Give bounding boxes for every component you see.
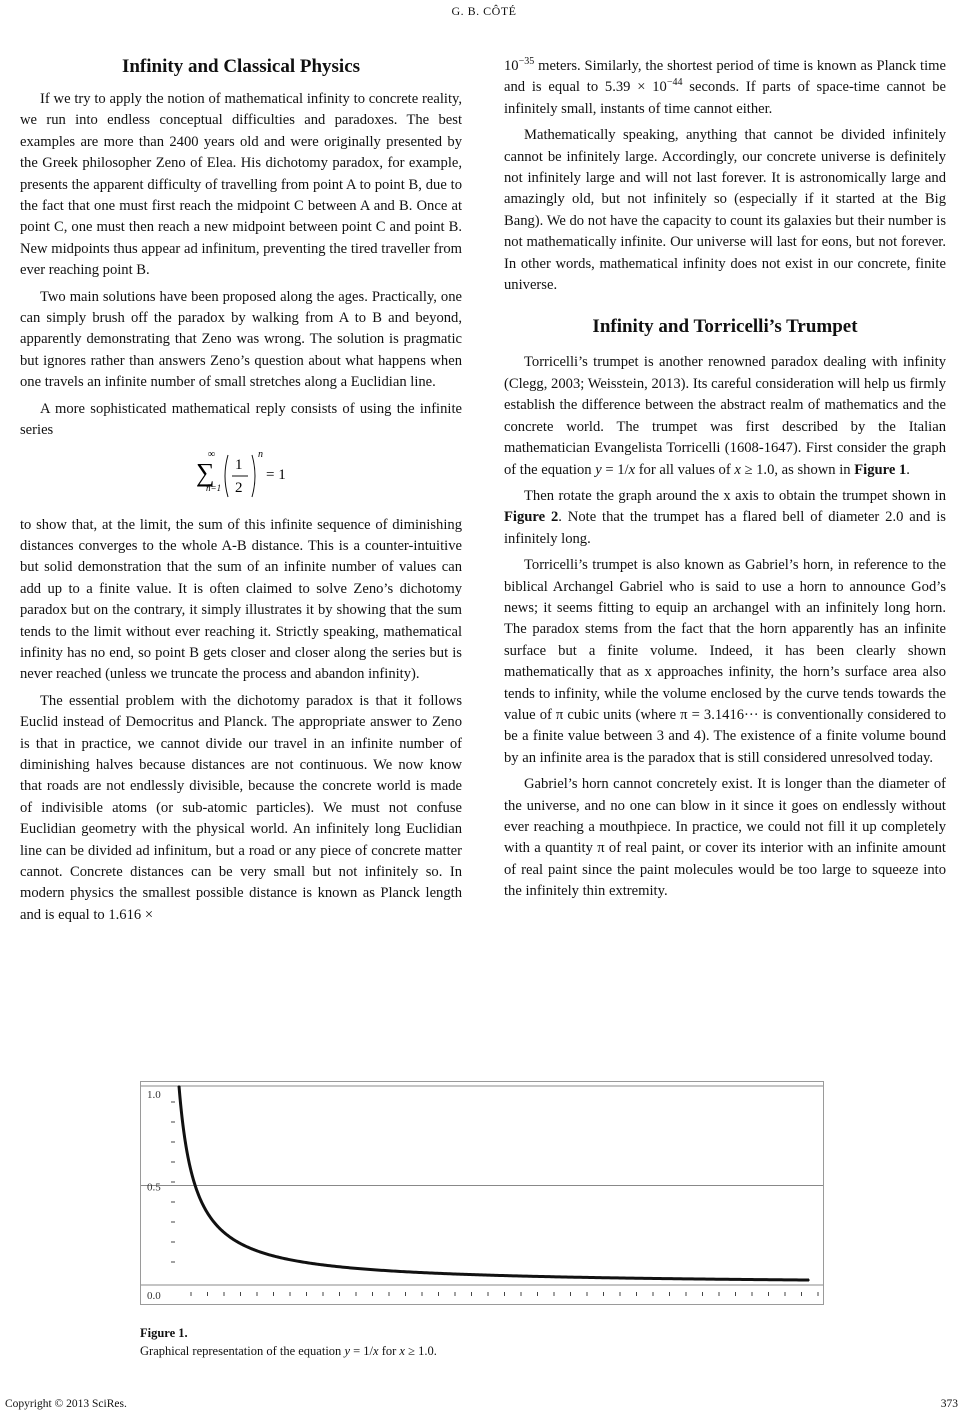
- paragraph: Mathematically speaking, anything that cannot be divided infinitely cannot be infinitely large. Accordingly, our concrete universe is definitely not infinitely large and will not last forever. It is astronomically large and amazingly old, but not infinitely so (especially if it started at the Big Bang). We do not have the capacity to count its galaxies but their number is not mathematically infinite. Our universe will last for eons, but not forever. In other words, mathematical infinity does not exist in our concrete, finite universe.: [504, 127, 946, 294]
- math-var: x: [373, 1344, 379, 1358]
- exponent: n: [258, 448, 263, 460]
- paragraph: The essential problem with the dichotomy paradox is that it follows Euclid instead of Democritus and Planck. The appropriate answer to Zeno is that in practice, we cannot divide our travel in an infinite number of diminishing halves because distances are not continuous. We now know that roads are not endlessly divisible, because the concrete world is made of indivisible atoms (or sub-atomic particles). We must not confuse Euclidian geometry with the physical world. An infinitely long Euclidian line can be divided ad infinitum, but a road or any piece of concrete matter cannot. Concrete distances can be very small but not infinitely so. In modern physics the smallest possible distance is known as Planck length and is equal to 1.616 ×: [20, 692, 462, 923]
- paragraph: A more sophisticated mathematical reply consists of using the infinite series: [20, 400, 462, 439]
- data-point: [453, 1273, 455, 1275]
- section-heading-torricelli: Infinity and Torricelli’s Trumpet: [592, 316, 858, 338]
- figure-1-chart: [140, 1081, 824, 1305]
- data-point: [186, 1151, 188, 1153]
- data-point: [291, 1259, 293, 1261]
- data-point: [194, 1185, 196, 1187]
- data-point: [243, 1244, 245, 1246]
- sum-upper-limit: ∞: [208, 448, 216, 460]
- running-head: G. B. CÔTÉ: [451, 4, 517, 18]
- data-point: [808, 1279, 810, 1281]
- text: for all values of: [635, 461, 735, 478]
- text: . Note that the trumpet has a flared bell of diameter 2.0 and is infinitely long.: [504, 509, 946, 547]
- sum-symbol: ∑: [196, 457, 215, 487]
- footer-copyright: Copyright © 2013 SciRes.: [5, 1398, 127, 1410]
- caption-text: ≥ 1.0.: [404, 1344, 437, 1358]
- figure-ref: Figure 1: [854, 461, 907, 478]
- math-var: x: [734, 461, 741, 478]
- right-column: [504, 56, 946, 908]
- series-line-1-over-x: [179, 1086, 809, 1280]
- section-heading-classical-physics: Infinity and Classical Physics: [121, 56, 361, 77]
- caption-text: = 1/: [350, 1344, 374, 1358]
- caption-title: Figure 1.: [140, 1326, 188, 1340]
- axis-ticks: [171, 1102, 818, 1296]
- data-point: [211, 1218, 213, 1220]
- data-point: [404, 1271, 406, 1273]
- data-point: [202, 1205, 204, 1207]
- caption-text: Graphical representation of the equation: [140, 1344, 345, 1358]
- data-point: [501, 1275, 503, 1277]
- paragraph: [504, 352, 946, 480]
- data-point: [647, 1278, 649, 1280]
- superscript: −35: [518, 56, 535, 68]
- y-tick-label: 1.0: [147, 1089, 161, 1101]
- superscript: −44: [666, 77, 683, 89]
- text: Then rotate the graph around the x axis to obtain the trumpet shown in: [524, 487, 946, 504]
- text: Torricelli’s trumpet is another renowned paradox dealing with infinity (Clegg, 2003; Weisstein, 2013). Its careful consideration will help us firmly establish the difference between the abstract realm of mathematics and the concrete world. The trumpet was first described by the Italian mathematician Evangelista Torricelli (1608-1647). First consider the graph of the equation: [504, 354, 946, 478]
- paragraph: Gabriel’s horn cannot concretely exist. It is longer than the diameter of the universe, and no one can blow in it since it goes on endlessly without ever reaching a mouthpiece. In practice, we could not fill it up completely with a quantity π of real paint, or cover its interior with an infinite amount of real paint since the paint molecules would be too large to squeeze into the infinitely thin extremity.: [504, 776, 946, 900]
- equals-value: = 1: [266, 466, 286, 483]
- equation-graphic: [190, 447, 320, 505]
- data-point: [182, 1125, 184, 1127]
- text: seconds. If parts of space-time cannot be infinitely small, instants of time cannot either.: [504, 79, 946, 117]
- figure-caption: [140, 1324, 437, 1360]
- data-point: [727, 1278, 729, 1280]
- math-var: y: [344, 1344, 350, 1358]
- paragraph: Two main solutions have been proposed along the ages. Practically, one can simply brush off the paradox by walking from A to B and beyond, apparently demonstrating that Zeno was wrong. The solution is pragmatic but ignores rather than answers Zeno’s question about what happens when one travels an infinite number of small stretches along a Euclidian line.: [20, 288, 462, 391]
- paragraph: If we try to apply the notion of mathematical infinity to concrete reality, we run into endless conceptual difficulties and paradoxes. The best examples are more than 2400 years old and were originally presented by the Greek philosopher Zeno of Elea. His dichotomy paradox, for example, presents the apparent difficulty of travelling from point A to point B, due to the fact that one must first reach the midpoint C between A and B. Once at point C, one must then reach a new midpoint between point C and point B. New midpoints thus appear ad infinitum, preventing the tired traveller from ever reaching point B.: [20, 91, 462, 279]
- paragraph: to show that, at the limit, the sum of this infinite sequence of diminishing distances converges to the whole A-B distance. This is a counter-intuitive but solid demonstration that the sum of an infinite number of values can add up to a finite value. It is often claimed to solve Zeno’s dichotomy paradox but on the contrary, it simply illustrates it by showing that the sum tends to the limit without ever reaching it. Strictly speaking, mathematical infinity has no end, so point B gets closer and closer along the series but is never reached (unless we truncate the process and abandon infinity).: [20, 516, 462, 683]
- figure-ref: Figure 2: [504, 509, 559, 526]
- text: 10: [504, 58, 519, 74]
- math-var: x: [628, 461, 636, 478]
- y-tick-label: 0.0: [147, 1290, 161, 1302]
- math-var: x: [399, 1344, 405, 1358]
- infinite-series-equation: [20, 447, 462, 505]
- text: ≥ 1.0, as shown in: [740, 461, 855, 478]
- text: = 1/: [601, 461, 629, 478]
- left-paren: [225, 455, 228, 497]
- math-var: y: [595, 461, 602, 478]
- right-paren: [252, 455, 255, 497]
- paragraph: [504, 56, 946, 120]
- data-point: [566, 1276, 568, 1278]
- data-point: [178, 1085, 180, 1087]
- sum-lower-limit: n=1: [206, 482, 222, 493]
- data-point: [259, 1251, 261, 1253]
- paragraph: [504, 486, 946, 550]
- left-column: [20, 52, 462, 931]
- text: .: [906, 461, 910, 478]
- chart-svg: [141, 1082, 823, 1304]
- caption-text: for: [378, 1344, 400, 1358]
- data-point: [324, 1264, 326, 1266]
- data-point: [227, 1234, 229, 1236]
- paragraph: Torricelli’s trumpet is also known as Gabriel’s horn, in reference to the biblical Archangel Gabriel who is said to use a horn to announce God’s news; it seems fitting to equip an archangel with an infinitely long horn. The paradox stems from the fact that the horn apparently has an infinite surface but a finite volume. Indeed, it has been clearly shown mathematically that as x approaches infinity, the horn’s surface area also tends to infinity, while the volume enclosed by the curve tends towards the value of π cubic units (where π = 3.1416··· is conventionally considered to be a finite value between 3 and 4). The existence of a finite volume bound by an infinite area is the paradox that is still considered unresolved today.: [504, 557, 946, 766]
- text: meters. Similarly, the shortest period of time is known as Planck time and is equal to 5.39 × 10: [504, 58, 946, 96]
- page-number: 373: [940, 1398, 958, 1410]
- y-tick-label: 0.5: [147, 1181, 161, 1194]
- fraction-denominator: 2: [235, 479, 243, 496]
- data-point: [356, 1268, 358, 1270]
- fraction-numerator: 1: [235, 456, 243, 473]
